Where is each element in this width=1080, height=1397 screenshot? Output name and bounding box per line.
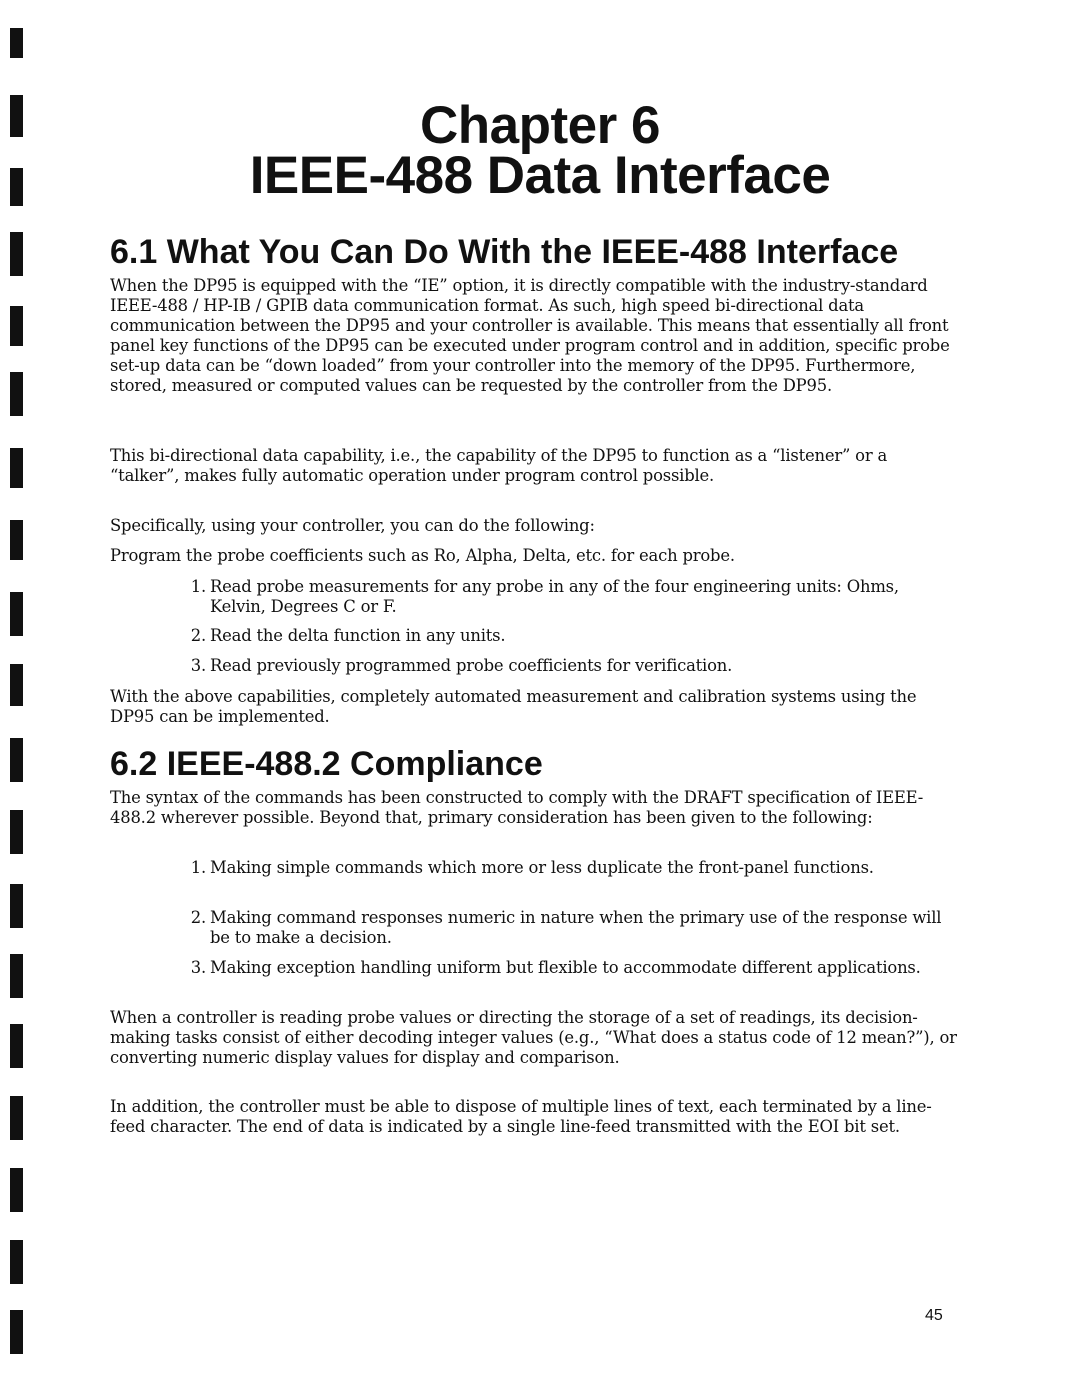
list-number: 2. bbox=[190, 626, 206, 645]
paragraph: With the above capabilities, completely automated measurement and calibration systems using the DP95 can be implemented. bbox=[110, 687, 917, 726]
list-number: 3. bbox=[190, 958, 206, 977]
list-item bbox=[190, 577, 958, 617]
list-number: 3. bbox=[190, 656, 206, 675]
list-text: Read probe measurements for any probe in any of the four engineering units: Ohms, Kelvin, Degrees C or F. bbox=[210, 577, 899, 616]
list-item bbox=[190, 656, 958, 676]
chapter-number: Chapter 6 bbox=[420, 96, 660, 155]
binding-mark bbox=[10, 448, 23, 488]
paragraph: The syntax of the commands has been constructed to comply with the DRAFT specification of IEEE-488.2 wherever possible. Beyond that, primary consideration has been given to the following: bbox=[110, 788, 924, 827]
binding-mark bbox=[10, 738, 23, 782]
paragraph: This bi-directional data capability, i.e., the capability of the DP95 to function as a “listener” or a “talker”, makes fully automatic operation under program control possible. bbox=[110, 446, 888, 485]
paragraph: Program the probe coefficients such as Ro, Alpha, Delta, etc. for each probe. bbox=[110, 546, 735, 565]
list-item bbox=[190, 958, 958, 978]
paragraph: When a controller is reading probe values or directing the storage of a set of readings, its decision-making tasks consist of either decoding integer values (e.g., “What does a status code of 12 mean?”), or converting numeric display values for display and comparison. bbox=[110, 1008, 957, 1067]
section-heading-6-1: 6.1 What You Can Do With the IEEE-488 Interface bbox=[110, 233, 899, 271]
page-number: 45 bbox=[925, 1307, 943, 1324]
list-item bbox=[190, 626, 958, 646]
binding-mark bbox=[10, 1168, 23, 1212]
binding-mark bbox=[10, 1024, 23, 1068]
binding-mark bbox=[10, 372, 23, 416]
paragraph: When the DP95 is equipped with the “IE” option, it is directly compatible with the industry-standard IEEE-488 / HP-IB / GPIB data communication format. As such, high speed bi-directional data communication between the DP95 and your controller is available. This means that essentially all front panel key functions of the DP95 can be executed under program control and in addition, specific probe set-up data can be “down loaded” from your controller into the memory of the DP95. Furthermore, stored, measured or computed values can be requested by the controller from the DP95. bbox=[110, 276, 950, 395]
binding-mark bbox=[10, 954, 23, 998]
paragraph: Specifically, using your controller, you can do the following: bbox=[110, 516, 595, 535]
binding-mark bbox=[10, 884, 23, 928]
chapter-title: IEEE-488 Data Interface bbox=[249, 146, 831, 205]
list-item bbox=[190, 858, 958, 878]
binding-mark bbox=[10, 1310, 23, 1354]
binding-mark bbox=[10, 1096, 23, 1140]
list-text: Making command responses numeric in nature when the primary use of the response will be to make a decision. bbox=[210, 908, 942, 947]
paragraph: In addition, the controller must be able to dispose of multiple lines of text, each terminated by a line-feed character. The end of data is indicated by a single line-feed transmitted with the EOI bit set. bbox=[110, 1097, 932, 1136]
binding-mark bbox=[10, 810, 23, 854]
binding-mark bbox=[10, 28, 23, 58]
list-text: Read previously programmed probe coefficients for verification. bbox=[210, 656, 733, 675]
list-number: 1. bbox=[190, 577, 206, 596]
binding-mark bbox=[10, 1240, 23, 1284]
list-text: Making exception handling uniform but flexible to accommodate different applications. bbox=[210, 958, 921, 977]
list-text: Read the delta function in any units. bbox=[210, 626, 506, 645]
binding-mark bbox=[10, 232, 23, 276]
list-number: 1. bbox=[190, 858, 206, 877]
list-item bbox=[190, 908, 958, 948]
binding-mark bbox=[10, 664, 23, 706]
binding-mark bbox=[10, 306, 23, 346]
list-number: 2. bbox=[190, 908, 206, 927]
binding-mark bbox=[10, 520, 23, 560]
section-heading-6-2: 6.2 IEEE-488.2 Compliance bbox=[110, 745, 543, 783]
binding-mark bbox=[10, 592, 23, 636]
list-text: Making simple commands which more or less duplicate the front-panel functions. bbox=[210, 858, 874, 877]
